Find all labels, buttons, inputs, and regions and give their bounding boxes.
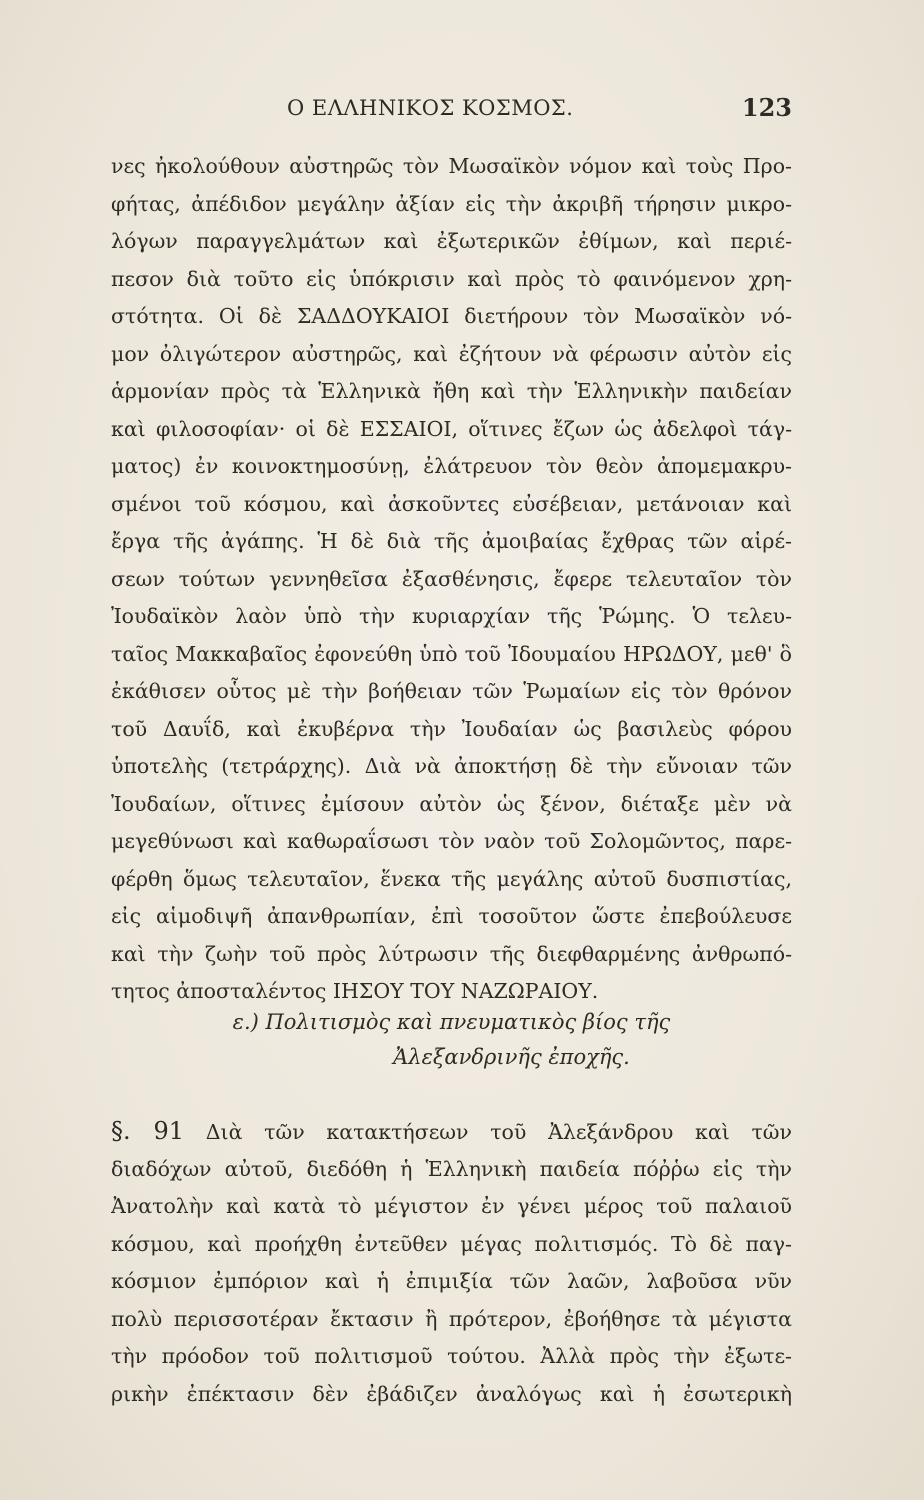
- text-line: λόγων παραγγελμάτων καὶ ἐξωτερικῶν ἐθίμων, καὶ περιέ-: [111, 229, 792, 253]
- text-line: κόσμου, καὶ προήχθη ἐντεῦθεν μέγας πολιτισμός. Τὸ δὲ παγ-: [111, 1231, 792, 1256]
- text-line: καὶ φιλοσοφίαν· οἱ δὲ ΕΣΣΑΙΟΙ, οἵτινες ἔζων ὡς ἀδελφοὶ τάγ-: [111, 416, 792, 441]
- text-line: τὴν πρόοδον τοῦ πολιτισμοῦ τούτου. Ἀλλὰ πρὸς τὴν ἐξωτε-: [111, 1344, 792, 1368]
- page-header: [287, 88, 792, 128]
- text-line: ταῖος Μακκαβαῖος ἐφονεύθη ὑπὸ τοῦ Ἰδουμαίου ΗΡΩΔΟΥ, μεθ' ὃ: [111, 641, 792, 666]
- text-line: φέρθη ὅμως τελευταῖον, ἕνεκα τῆς μεγάλης αὐτοῦ δυσπιστίας,: [111, 866, 792, 891]
- text-line: ὑποτελὴς (τετράρχης). Διὰ νὰ ἀποκτήσῃ δὲ τὴν εὔνοιαν τῶν: [111, 754, 792, 778]
- text-line-first-content: Διὰ τῶν κατακτήσεων τοῦ Ἀλεξάνδρου καὶ τῶν: [205, 1120, 792, 1144]
- text-line: πεσον διὰ τοῦτο εἰς ὑπόκρισιν καὶ πρὸς τὸ φαινόμενον χρη-: [111, 266, 792, 291]
- text-line: ρικὴν ἐπέκτασιν δὲν ἐβάδιζεν ἀναλόγως καὶ ἡ ἐσωτερικὴ: [111, 1381, 792, 1406]
- text-line: τητος ἀποσταλέντος ΙΗΣΟΥ ΤΟΥ ΝΑΖΩΡΑΙΟΥ.: [111, 979, 599, 1003]
- text-line: φήτας, ἀπέδιδον μεγάλην ἀξίαν εἰς τὴν ἀκριβῆ τήρησιν μικρο-: [111, 191, 792, 216]
- text-line: τοῦ Δαυΐδ, καὶ ἐκυβέρνα τὴν Ἰουδαίαν ὡς βασιλεὺς φόρου: [111, 716, 792, 741]
- text-line: ἐκάθισεν οὗτος μὲ τὴν βοήθειαν τῶν Ῥωμαίων εἰς τὸν θρόνον: [111, 679, 792, 703]
- paragraph-2: [111, 1113, 792, 1413]
- section-heading-line-2: Ἀλεξανδρινῆς ἐποχῆς.: [393, 1045, 630, 1069]
- text-line: καὶ τὴν ζωὴν τοῦ πρὸς λύτρωσιν τῆς διεφθαρμένης ἀνθρωπό-: [111, 941, 792, 966]
- section-heading-line-1: ε.) Πολιτισμὸς καὶ πνευματικὸς βίος τῆς: [232, 1010, 671, 1034]
- text-line: Ἰουδαίων, οἵτινες ἐμίσουν αὐτὸν ὡς ξένον, διέταξε μὲν νὰ: [111, 791, 792, 816]
- text-line: εἰς αἱμοδιψῆ ἀπανθρωπίαν, ἐπὶ τοσοῦτον ὥστε ἐπεβούλευσε: [111, 904, 792, 928]
- text-line: Ἰουδαϊκὸν λαὸν ὑπὸ τὴν κυριαρχίαν τῆς Ῥώμης. Ὁ τελευ-: [111, 604, 792, 628]
- page-number: 123: [741, 93, 792, 122]
- text-line: μον ὀλιγώτερον αὐστηρῶς, καὶ ἐζήτουν νὰ φέρωσιν αὐτὸν εἰς: [111, 341, 792, 366]
- text-line: διαδόχων αὐτοῦ, διεδόθη ἡ Ἑλληνικὴ παιδεία πόῤῥω εἰς τὴν: [111, 1156, 792, 1181]
- running-head: Ο ΕΛΛΗΝΙΚΟΣ ΚΟΣΜΟΣ.: [287, 96, 574, 120]
- text-line: σεων τούτων γεννηθεῖσα ἐξασθένησις, ἔφερε τελευταῖον τὸν: [111, 566, 792, 591]
- text-line: νες ἠκολούθουν αὐστηρῶς τὸν Μωσαϊκὸν νόμον καὶ τοὺς Προ-: [111, 154, 792, 178]
- text-line-first: [111, 1113, 792, 1151]
- text-line: ἁρμονίαν πρὸς τὰ Ἑλληνικὰ ἤθη καὶ τὴν Ἑλληνικὴν παιδείαν: [111, 379, 792, 403]
- text-line: μεγεθύνωσι καὶ καθωραΐσωσι τὸν ναὸν τοῦ Σολομῶντος, παρε-: [111, 829, 792, 853]
- paragraph-mark: §. 91: [111, 1117, 185, 1145]
- text-line: ματος) ἐν κοινοκτημοσύνῃ, ἐλάτρευον τὸν θεὸν ἀπομεμακρυ-: [111, 454, 792, 478]
- text-line: ἔργα τῆς ἀγάπης. Ἡ δὲ διὰ τῆς ἀμοιβαίας ἔχθρας τῶν αἱρέ-: [111, 529, 792, 553]
- text-line: στότητα. Οἱ δὲ ΣΑΔΔΟΥΚΑΙΟΙ διετήρουν τὸν Μωσαϊκὸν νό-: [111, 304, 792, 328]
- paragraph-1: [111, 148, 792, 1011]
- text-line: πολὺ περισσοτέραν ἔκτασιν ἢ πρότερον, ἐβοήθησε τὰ μέγιστα: [111, 1306, 792, 1331]
- text-line: Ἀνατολὴν καὶ κατὰ τὸ μέγιστον ἐν γένει μέρος τοῦ παλαιοῦ: [111, 1194, 792, 1218]
- section-heading: [111, 1005, 792, 1075]
- text-line: κόσμιον ἐμπόριον καὶ ἡ ἐπιμιξία τῶν λαῶν, λαβοῦσα νῦν: [111, 1269, 792, 1293]
- text-line: σμένοι τοῦ κόσμου, καὶ ἀσκοῦντες εὐσέβειαν, μετάνοιαν καὶ: [111, 491, 792, 516]
